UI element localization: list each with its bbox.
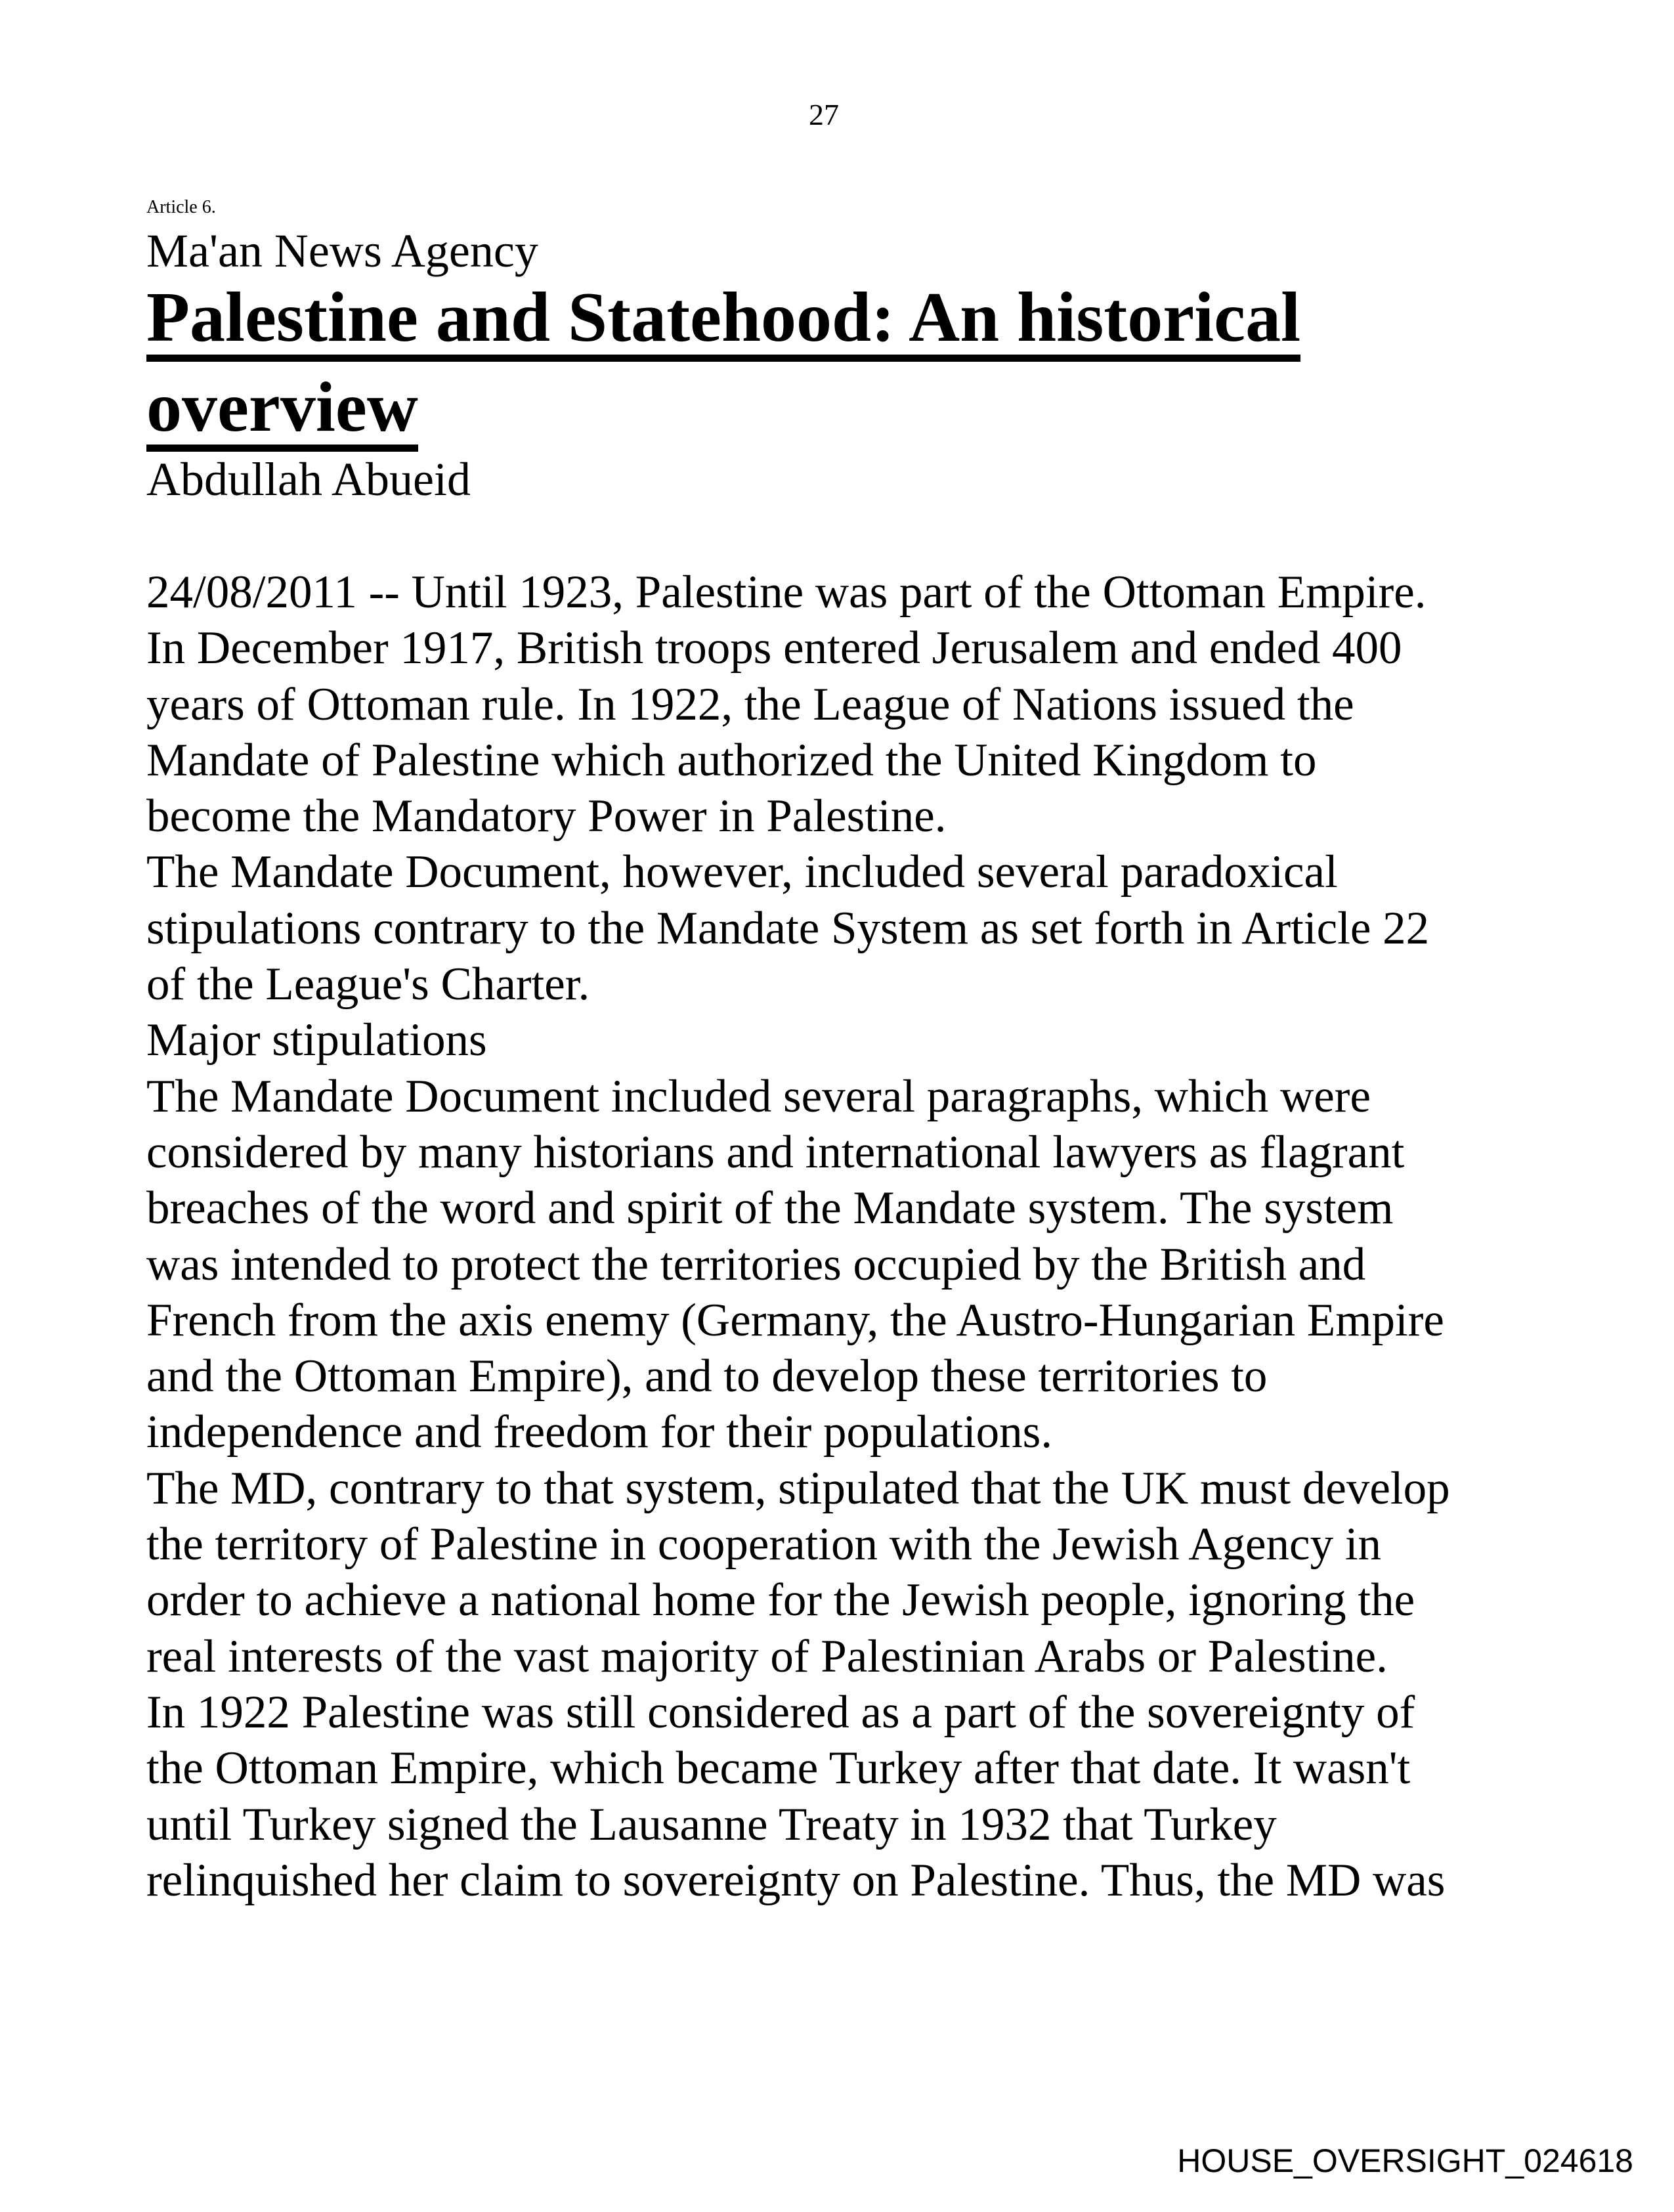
article-title bbox=[146, 276, 1300, 456]
title-line: overview bbox=[146, 371, 418, 452]
document-id-footer: HOUSE_OVERSIGHT_024618 bbox=[1177, 2142, 1633, 2179]
body-line: become the Mandatory Power in Palestine. bbox=[146, 791, 947, 842]
body-line: relinquished her claim to sovereignty on Palestine. Thus, the MD was bbox=[146, 1854, 1446, 1906]
body-line: The Mandate Document included several paragraphs, which were bbox=[146, 1070, 1371, 1122]
body-line: The Mandate Document, however, included several paradoxical bbox=[146, 846, 1338, 898]
news-source: Ma'an News Agency bbox=[146, 225, 538, 277]
body-line: the Ottoman Empire, which became Turkey after that date. It wasn't bbox=[146, 1743, 1411, 1794]
body-line: stipulations contrary to the Mandate System as set forth in Article 22 bbox=[146, 902, 1430, 954]
body-line: the territory of Palestine in cooperation with the Jewish Agency in bbox=[146, 1519, 1382, 1571]
article-label: Article 6. bbox=[146, 197, 216, 217]
body-line: years of Ottoman rule. In 1922, the League of Nations issued the bbox=[146, 678, 1354, 730]
body-line: Mandate of Palestine which authorized the United Kingdom to bbox=[146, 734, 1317, 786]
body-line: considered by many historians and international lawyers as flagrant bbox=[146, 1126, 1405, 1178]
body-line: breaches of the word and spirit of the Mandate system. The system bbox=[146, 1182, 1394, 1234]
body-line: Major stipulations bbox=[146, 1014, 487, 1066]
body-line: and the Ottoman Empire), and to develop these territories to bbox=[146, 1351, 1268, 1402]
title-line: Palestine and Statehood: An historical bbox=[146, 281, 1300, 362]
body-line: French from the axis enemy (Germany, the Austro-Hungarian Empire bbox=[146, 1294, 1444, 1346]
body-line: of the League's Charter. bbox=[146, 959, 590, 1010]
body-line: The MD, contrary to that system, stipulated that the UK must develop bbox=[146, 1462, 1450, 1514]
body-line: In December 1917, British troops entered Jerusalem and ended 400 bbox=[146, 622, 1402, 674]
body-line: In 1922 Palestine was still considered as a part of the sovereignty of bbox=[146, 1686, 1415, 1738]
body-line: 24/08/2011 -- Until 1923, Palestine was part of the Ottoman Empire. bbox=[146, 567, 1427, 618]
body-line: was intended to protect the territories occupied by the British and bbox=[146, 1238, 1366, 1290]
body-line: real interests of the vast majority of Palestinian Arabs or Palestine. bbox=[146, 1630, 1388, 1682]
article-body bbox=[146, 565, 1450, 1909]
body-line: independence and freedom for their populations. bbox=[146, 1406, 1053, 1458]
body-line: until Turkey signed the Lausanne Treaty in 1932 that Turkey bbox=[146, 1798, 1277, 1850]
page-number: 27 bbox=[809, 98, 839, 131]
body-line: order to achieve a national home for the Jewish people, ignoring the bbox=[146, 1574, 1415, 1626]
article-author: Abdullah Abueid bbox=[146, 453, 471, 506]
